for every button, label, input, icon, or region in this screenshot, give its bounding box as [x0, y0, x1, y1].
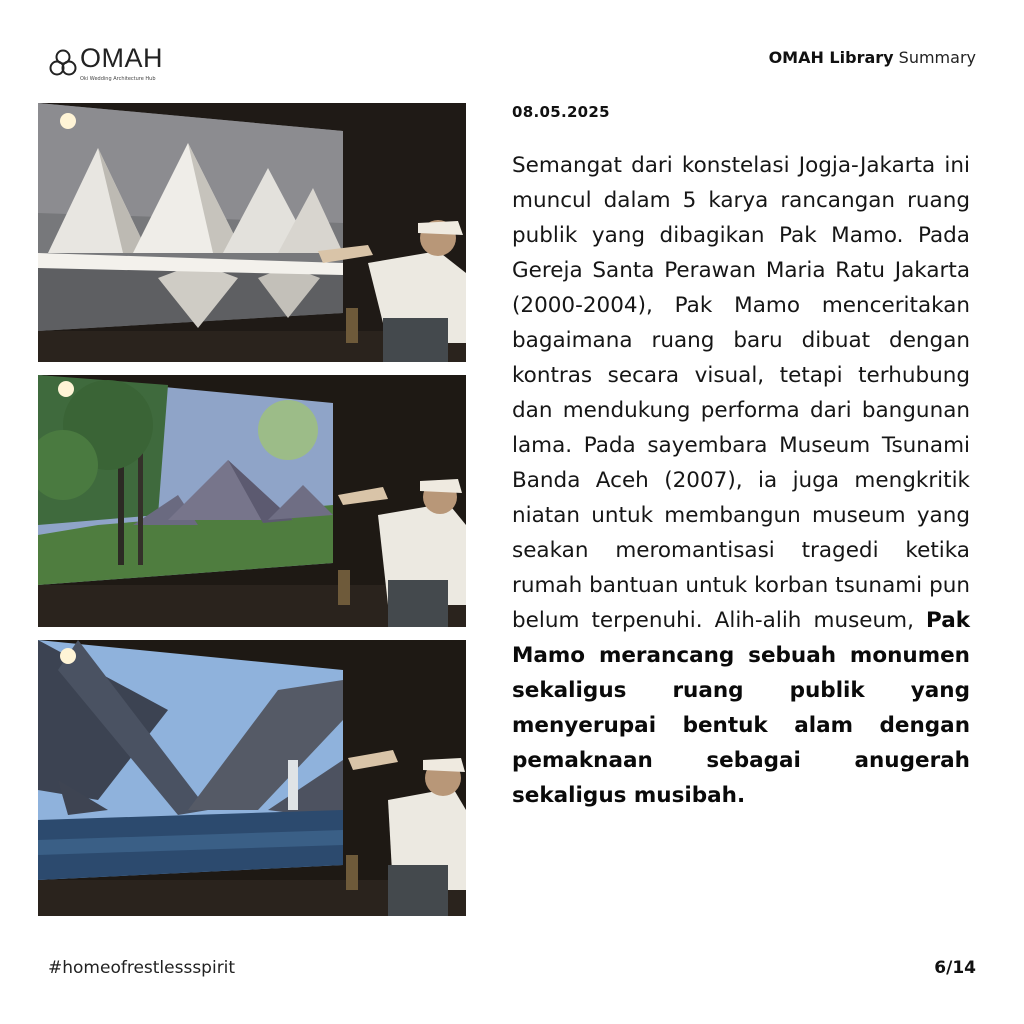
lecture-photo-3: [38, 640, 466, 916]
photo-forest-render: [38, 375, 466, 627]
photo-church-model: [38, 103, 466, 362]
post-date: 08.05.2025: [512, 103, 610, 121]
omah-logo[interactable]: [48, 43, 168, 88]
summary-paragraph: [512, 148, 970, 813]
header-title: [769, 48, 976, 67]
brand-tagline: Oki Wedding Architecture Hub: [80, 76, 156, 82]
page-indicator: 6/14: [934, 958, 976, 978]
trefoil-logo-icon: [48, 48, 78, 78]
header-title-bold: OMAH Library: [768, 48, 894, 67]
summary-text: Semangat dari konstelasi Jogja-Jakarta ini muncul dalam 5 karya rancangan ruang publik yang dibagikan Pak Mamo. Pada Gereja Santa Perawan Maria Ratu Jakarta (2000-2004), Pak Mamo menceritakan bagaimana ruang baru dibuat dengan kontras secara visual, tetapi terhubung dan mendukung performa dari bangunan lama. Pada sayembara Museum Tsunami Banda Aceh (2007), ia juga mengkritik niatan untuk membangun museum yang seakan meromantisasi tragedi ketika rumah bantuan untuk korban tsunami pun belum terpenuhi. Alih-alih museum,: [512, 153, 970, 633]
photo-tsunami-monument: [38, 640, 466, 916]
lecture-photo-2: [38, 375, 466, 627]
brand-name: OMAH: [80, 43, 163, 73]
header-title-rest: Summary: [898, 48, 976, 67]
summary-highlight: Pak Mamo merancang sebuah monumen sekaligus ruang publik yang menyerupai bentuk alam dengan pemaknaan sebagai anugerah sekaligus musibah.: [512, 608, 971, 808]
hashtag[interactable]: #homeofrestlessspirit: [48, 958, 236, 978]
lecture-photo-1: [38, 103, 466, 362]
